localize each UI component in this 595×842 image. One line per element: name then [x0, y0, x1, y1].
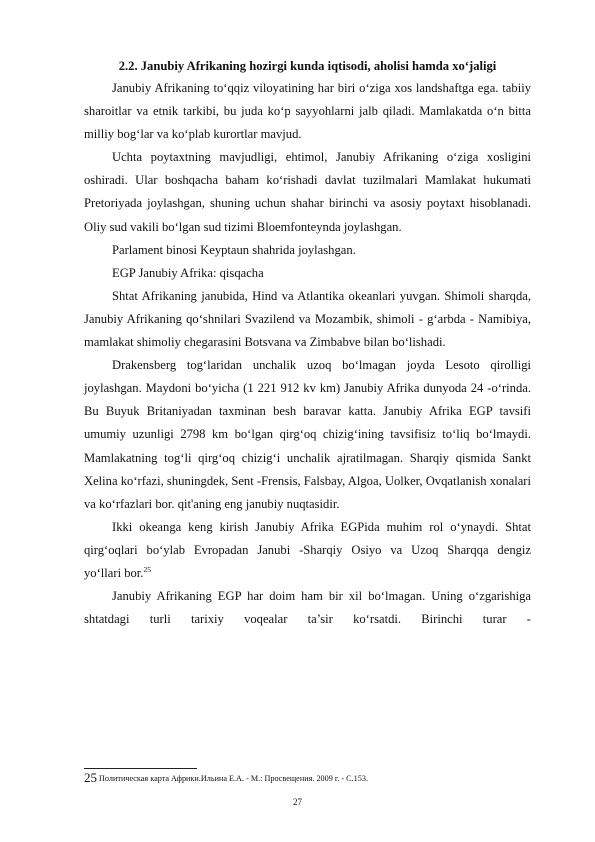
- footnote-text: Политическая карта Африки.Ильина Е.А. - М.: Просвещения. 2009 г. - С.153.: [99, 774, 368, 783]
- paragraph-history: Janubiy Afrikaning EGP har doim ham bir xil bo‘lmagan. Uning o‘zgarishiga shtatdagi turli tarixiy voqealar ta’sir ko‘rsatdi. Birinchi turar -: [84, 589, 531, 627]
- footnote: [84, 771, 368, 786]
- paragraph-area-coast: Drakensberg tog‘laridan unchalik uzoq bo‘lmagan joyda Lesoto qirolligi joylashgan. Maydoni bo‘yicha (1 221 912 kv km) Janubiy Afrika dunyoda 24 -o‘rinda. Bu Buyuk Britaniyadan taxminan besh baravar katta. Janubiy Afrika EGP tavsifi umumiy uzunligi 2798 km bo‘lgan qirg‘oq chizig‘ining tavsifisiz to‘liq bo‘lmaydi. Mamlakatning tog‘li qirg‘oq chizig‘i unchalik ajratilmagan. Sharqiy qismida Sankt Xelina ko‘rfazi, shuningdek, Sent -Frensis, Falsbay, Algoa, Uolker, Ovqatlanish xonalari va ko‘rfazlari bor. qit'aning eng janubiy nuqtasidir.: [84, 358, 531, 511]
- paragraph-sea-routes: [84, 562, 531, 585]
- paragraph-parliament: Parlament binosi Keyptaun shahrida joylashgan.: [112, 242, 356, 257]
- page-number: 27: [293, 797, 302, 807]
- footnote-divider: [84, 768, 197, 769]
- paragraph-capitals: Uchta poytaxtning mavjudligi, ehtimol, Janubiy Afrikaning o‘ziga xosligini oshiradi. Ular boshqacha baham ko‘rishadi davlat tuzilmalari Mamlakat hukumati Pretoriyada joylashgan, shuning uchun shahar birinchi va asosiy poytaxt hisoblanadi. Oliy sud vakili bo‘lgan sud tizimi Bloemfonteynda joylashgan.: [84, 150, 531, 234]
- paragraph-provinces: Janubiy Afrikaning to‘qqiz viloyatining har biri o‘ziga xos landshaftga ega. tabiiy sharoitlar va etnik tarkibi, bu juda ko‘p sayyohlarni jalb qiladi. Mamlakatda o‘n bitta milliy bog‘lar va ko‘plab kurortlar mavjud.: [84, 81, 531, 142]
- paragraph-egp-title: EGP Janubiy Afrika: qisqacha: [112, 265, 264, 280]
- section-heading: 2.2. Janubiy Afrikaning hozirgi kunda iqtisodi, aholisi hamda xo‘jaligi: [118, 59, 497, 73]
- sea-routes-text: yo‘llari bor.: [84, 565, 144, 580]
- footnote-reference: 25: [143, 564, 151, 574]
- footnote-number: 25: [84, 770, 97, 785]
- paragraph-oceans: Ikki okeanga keng kirish Janubiy Afrika EGPida muhim rol o‘ynaydi. Shtat qirg‘oqlari bo‘ylab Evropadan Janubi -Sharqiy Osiyo va Uzoq Sharqqa dengiz: [84, 519, 531, 557]
- page-body: [84, 55, 531, 631]
- paragraph-location: Shtat Afrikaning janubida, Hind va Atlantika okeanlari yuvgan. Shimoli sharqda, Janubiy Afrikaning qo‘shnilari Svazilend va Mozambik, shimoli - g‘arbda - Namibiya, mamlakat shimoliy chegarasini Botsvana va Zimbabve bilan bo‘lishadi.: [84, 288, 531, 350]
